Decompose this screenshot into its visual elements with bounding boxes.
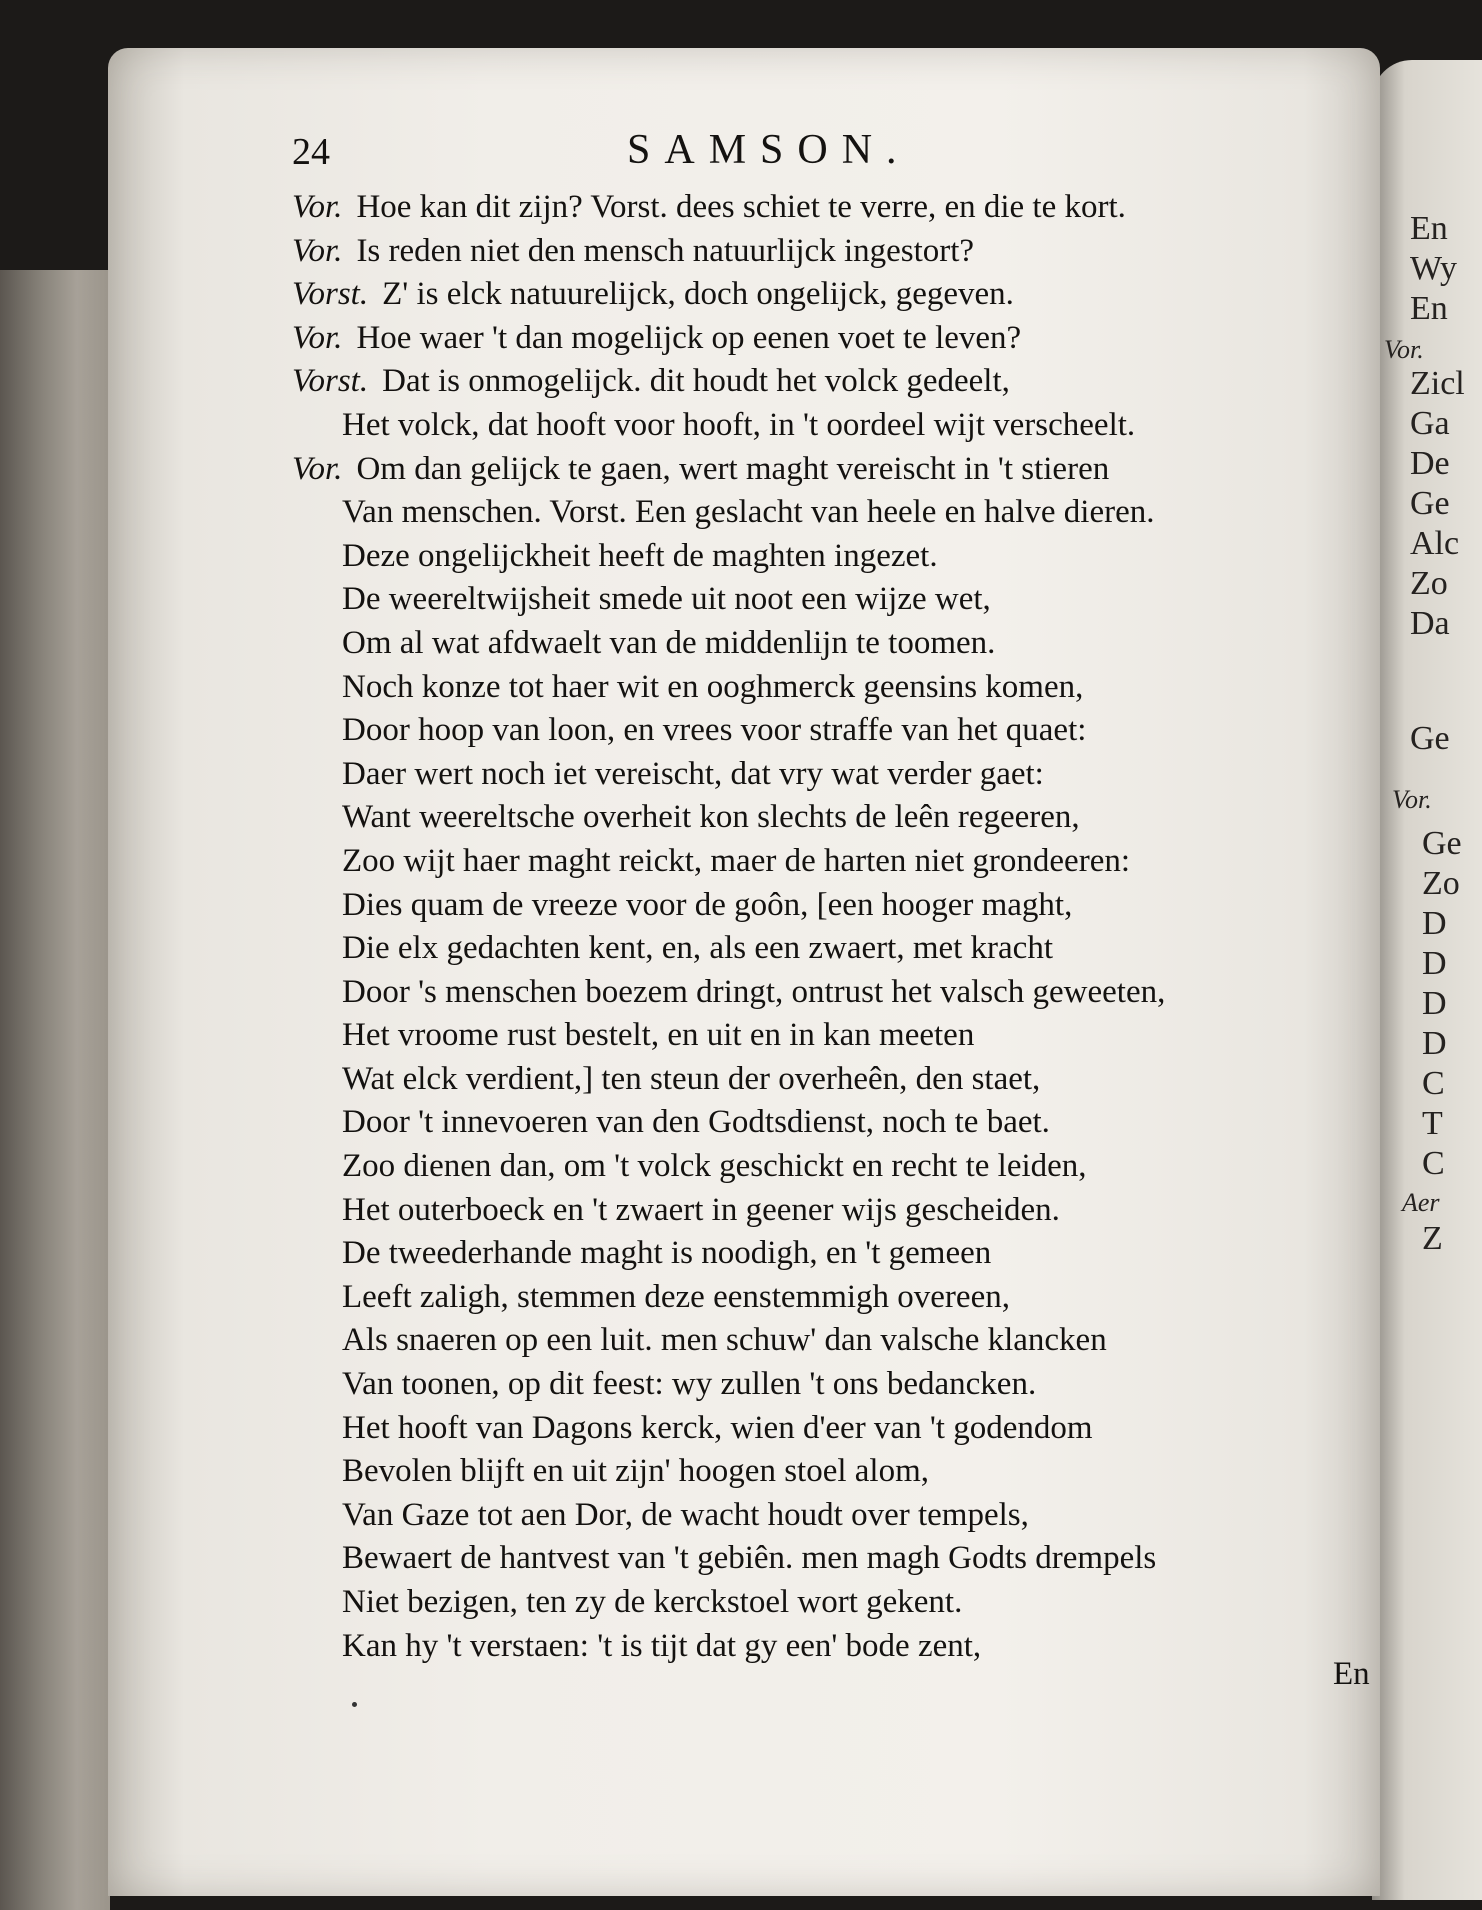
line-text: De tweederhande maght is noodigh, en 't gemeen <box>342 1235 992 1272</box>
facing-page-fragment: C <box>1422 1145 1445 1182</box>
line-text: Om al wat afdwaelt van de middenlijn te toomen. <box>342 624 996 661</box>
verse-line <box>292 753 1352 797</box>
line-text: Bewaert de hantvest van 't gebiên. men magh Godts drempels <box>342 1540 1157 1577</box>
facing-page-fragment: En <box>1410 290 1448 327</box>
verse-line <box>292 796 1352 840</box>
verse-line <box>292 840 1352 884</box>
facing-page <box>1372 60 1482 1900</box>
verse-line <box>292 709 1352 753</box>
line-text: Hoe kan dit zijn? Vorst. dees schiet te verre, en die te kort. <box>356 189 1126 225</box>
verse-line <box>292 1537 1352 1581</box>
facing-page-fragment: D <box>1422 945 1447 982</box>
line-text: Het outerboeck en 't zwaert in geener wijs gescheiden. <box>342 1191 1060 1228</box>
facing-page-fragment: Z <box>1422 1220 1443 1257</box>
page-header <box>292 127 1342 190</box>
line-text: Van toonen, op dit feest: wy zullen 't ons bedancken. <box>342 1366 1037 1403</box>
page-number: 24 <box>292 131 330 173</box>
facing-page-fragment: Wy <box>1410 250 1458 287</box>
line-text: Zoo wijt haer maght reickt, maer de harten niet grondeeren: <box>342 842 1131 879</box>
verse-line <box>292 1363 1352 1407</box>
facing-page-fragment: Ge <box>1410 720 1450 757</box>
facing-page-fragment: Da <box>1410 605 1450 642</box>
verse-line <box>292 317 1352 361</box>
verse-line <box>292 230 1352 274</box>
facing-page-fragment: Zo <box>1410 565 1448 602</box>
line-text: Door hoop van loon, en vrees voor straffe van het quaet: <box>342 712 1087 749</box>
book-fore-edge <box>0 270 110 1910</box>
facing-page-fragment: Zicl <box>1410 365 1465 402</box>
verse-line <box>292 971 1352 1015</box>
line-text: Dat is onmogelijck. dit houdt het volck gedeelt, <box>382 363 1010 400</box>
line-text: Wat elck verdient,] ten steun der overheên, den staet, <box>342 1060 1041 1097</box>
speaker-label: Vor. <box>292 189 343 225</box>
verse-line <box>292 1581 1352 1625</box>
facing-page-fragment: C <box>1422 1065 1445 1102</box>
facing-page-fragment: Vor. <box>1384 335 1424 364</box>
line-text: Als snaeren op een luit. men schuw' dan valsche klancken <box>342 1322 1107 1359</box>
verse-line <box>292 1494 1352 1538</box>
line-text: Z' is elck natuurelijck, doch ongelijck, gegeven. <box>382 276 1014 313</box>
facing-page-fragment: D <box>1422 1025 1447 1062</box>
verse-line <box>292 1014 1352 1058</box>
facing-page-fragment: Ga <box>1410 405 1450 442</box>
line-text: Deze ongelijckheit heeft de maghten ingezet. <box>342 537 938 574</box>
facing-page-fragment: Vor. <box>1392 785 1432 814</box>
line-text: Bevolen blijft en uit zijn' hoogen stoel alom, <box>342 1453 930 1490</box>
line-text: Is reden niet den mensch natuurlijck ingestort? <box>356 232 975 269</box>
catchword: En <box>1333 1656 1370 1692</box>
verse-line <box>292 404 1352 448</box>
line-text: Hoe waer 't dan mogelijck op eenen voet te leven? <box>356 319 1022 356</box>
line-text: Noch konze tot haer wit en ooghmerck geensins komen, <box>342 668 1084 705</box>
verse-text <box>292 186 1352 1668</box>
line-text: Leeft zaligh, stemmen deze eenstemmigh overeen, <box>342 1278 1010 1315</box>
line-text: Daer wert noch iet vereischt, dat vry wat verder gaet: <box>342 755 1044 792</box>
verse-line <box>292 884 1352 928</box>
verse-line <box>292 1319 1352 1363</box>
facing-page-fragment: Ge <box>1422 825 1462 862</box>
verse-line <box>292 1450 1352 1494</box>
speaker-label: Vor. <box>292 319 343 356</box>
running-title: SAMSON. <box>627 127 911 173</box>
verse-line <box>292 578 1352 622</box>
speaker-label: Vor. <box>292 450 343 487</box>
verse-line <box>292 1058 1352 1102</box>
verse-line <box>292 927 1352 971</box>
verse-line <box>292 360 1352 404</box>
facing-page-fragment: T <box>1422 1105 1443 1142</box>
line-text: Door 't innevoeren van den Godtsdienst, noch te baet. <box>342 1104 1050 1141</box>
line-text: Want weereltsche overheit kon slechts de leên regeeren, <box>342 799 1080 836</box>
verse-line <box>292 1145 1352 1189</box>
facing-page-fragment: D <box>1422 985 1447 1022</box>
speaker-label: Vorst. <box>292 276 369 313</box>
verse-line <box>292 1625 1352 1669</box>
line-text: Die elx gedachten kent, en, als een zwaert, met kracht <box>342 930 1053 967</box>
line-text: Dies quam de vreeze voor de goôn, [een hooger maght, <box>342 886 1073 923</box>
line-text: Door 's menschen boezem dringt, ontrust het valsch geweeten, <box>342 973 1166 1010</box>
line-text: Niet bezigen, ten zy de kerckstoel wort gekent. <box>342 1584 963 1620</box>
facing-page-fragment: Aer <box>1402 1188 1440 1217</box>
line-text: Van Gaze tot aen Dor, de wacht houdt over tempels, <box>342 1496 1029 1533</box>
facing-page-fragment: Alc <box>1410 525 1460 562</box>
verse-line <box>292 535 1352 579</box>
ink-speck <box>352 1702 357 1707</box>
speaker-label: Vorst. <box>292 363 369 400</box>
verse-line <box>292 1232 1352 1276</box>
verse-line <box>292 491 1352 535</box>
facing-page-fragment: D <box>1422 905 1447 942</box>
verse-line <box>292 622 1352 666</box>
verse-line <box>292 1276 1352 1320</box>
verse-line <box>292 1101 1352 1145</box>
speaker-label: Vor. <box>292 232 343 269</box>
line-text: Het vroome rust bestelt, en uit en in kan meeten <box>342 1017 975 1054</box>
verse-line <box>292 1189 1352 1233</box>
line-text: Kan hy 't verstaen: 't is tijt dat gy een' bode zent, <box>342 1627 982 1664</box>
line-text: Het hooft van Dagons kerck, wien d'eer van 't godendom <box>342 1409 1093 1446</box>
verse-line <box>292 448 1352 492</box>
line-text: Van menschen. Vorst. Een geslacht van heele en halve dieren. <box>342 494 1155 531</box>
verse-line <box>292 186 1352 230</box>
verse-line <box>292 273 1352 317</box>
line-text: De weereltwijsheit smede uit noot een wijze wet, <box>342 581 991 618</box>
line-text: Het volck, dat hooft voor hooft, in 't oordeel wijt verscheelt. <box>342 406 1136 443</box>
facing-page-fragment: En <box>1410 210 1448 247</box>
verse-line <box>292 1407 1352 1451</box>
facing-page-fragment: Zo <box>1422 865 1460 902</box>
verse-line <box>292 666 1352 710</box>
line-text: Zoo dienen dan, om 't volck geschickt en recht te leiden, <box>342 1148 1087 1185</box>
facing-page-fragment: De <box>1410 445 1450 482</box>
line-text: Om dan gelijck te gaen, wert maght vereischt in 't stieren <box>356 450 1110 487</box>
facing-page-fragment: Ge <box>1410 485 1450 522</box>
